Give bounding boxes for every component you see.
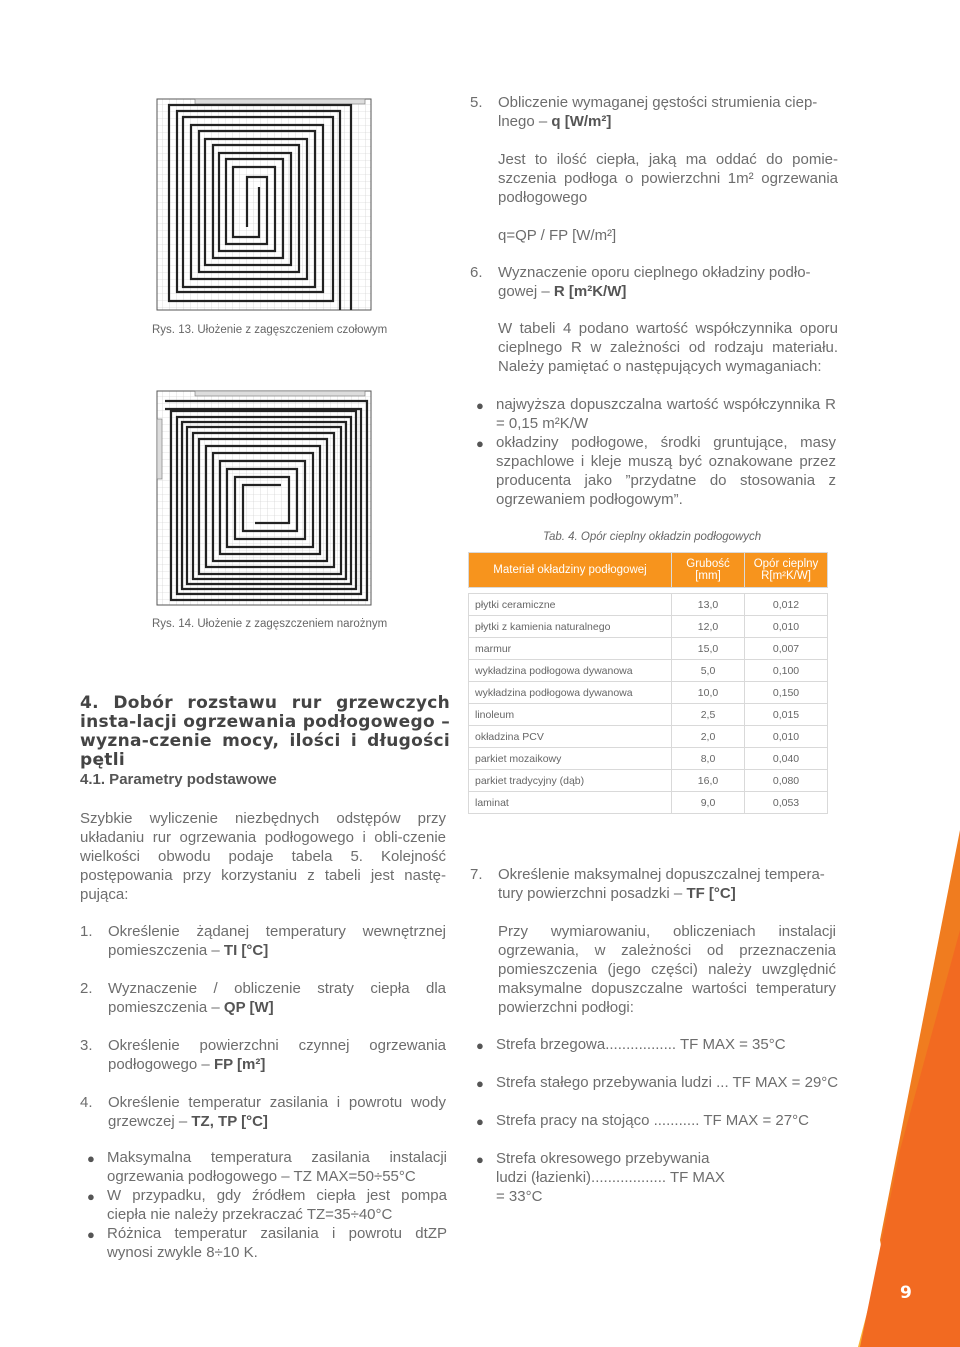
figure-13-caption: Rys. 13. Ułożenie z zagęszczeniem czołowym xyxy=(152,324,388,336)
item-7-number: 7. xyxy=(470,866,483,883)
item-7-title-bold: TF [°C] xyxy=(686,885,736,902)
list-item: ● Maksymalna temperatura zasilania instalacji ogrzewania podłogowego – TZ MAX=50÷55°C xyxy=(87,1149,447,1185)
list-item: ● Strefa pracy na stojąco ........... TF MAX = 27°C xyxy=(476,1112,809,1129)
item-7-body: Przy wymiarowaniu, obliczeniach instalacji ogrzewania, w zależności od przeznaczenia pomieszczenia (jego części) należy uwzględnić maksymalne dopuszczalne wartości temperatury powierzchni podłogi: xyxy=(498,923,836,1016)
section-title: 4. Dobór rozstawu rur grzewczych insta-lacji ogrzewania podłogowego – wyzna-czenie mocy, ilości i długości pętli xyxy=(80,693,450,770)
figure-14-caption: Rys. 14. Ułożenie z zagęszczeniem narożnym xyxy=(152,618,388,630)
list-item: 2. Wyznaczenie / obliczenie straty ciepła dla pomieszczenia – QP [W] xyxy=(80,980,446,1016)
figure-14-pipe-layout xyxy=(155,389,373,607)
table-row: wykładzina podłogowa dywanowa 10,0 0,150 xyxy=(469,682,828,704)
item-6-title: Wyznaczenie oporu cieplnego okładziny podło-gowej – xyxy=(498,264,811,300)
table-row: linoleum 2,5 0,015 xyxy=(469,704,828,726)
table-row: okładzina PCV 2,0 0,010 xyxy=(469,726,828,748)
bullet-icon: ● xyxy=(476,1076,484,1091)
temperature-zones-list xyxy=(476,1035,841,1206)
item-5-body: Jest to ilość ciepła, jaką ma oddać do pomie-szczenia podłoga o powierzchni 1m² ogrzewania podłogowego xyxy=(498,151,838,206)
item-5-formula: q=QP / FP [W/m²] xyxy=(498,227,617,244)
bullet-icon: ● xyxy=(87,1151,95,1166)
table-row: płytki ceramiczne 13,0 0,012 xyxy=(469,594,828,616)
bullet-icon: ● xyxy=(476,1038,484,1053)
list-item: ● W przypadku, gdy źródłem ciepła jest pompa ciepła nie należy przekraczać TZ=35÷40°C xyxy=(87,1187,447,1223)
table-row: parkiet tradycyjny (dąb) 16,0 0,080 xyxy=(469,770,828,792)
item-7 xyxy=(470,865,840,903)
requirements-list xyxy=(476,395,836,509)
list-item: ● okładziny podłogowe, środki gruntujące, masy szpachlowe i kleje muszą być oznakowane przez producenta jako ”przydatne do stosowania z ogrzewaniem podłogowym”. xyxy=(476,434,836,508)
list-item: 1. Określenie żądanej temperatury wewnętrznej pomieszczenia – TI [°C] xyxy=(80,923,446,959)
list-item: ● Strefa stałego przebywania ludzi ... TF MAX = 29°C xyxy=(476,1074,839,1091)
list-item: ● Różnica temperatur zasilania i powrotu dtZP wynosi zwykle 8÷10 K. xyxy=(87,1225,447,1261)
thermal-resistance-table xyxy=(468,552,828,814)
item-7-title: Określenie maksymalnej dopuszczalnej tempera-tury powierzchni posadzki – xyxy=(498,866,825,902)
table-caption: Tab. 4. Opór cieplny okładzin podłogowych xyxy=(543,531,762,543)
table-row: płytki z kamienia naturalnego 12,0 0,010 xyxy=(469,616,828,638)
list-item: ● najwyższa dopuszczalna wartość współczynnika R = 0,15 m²K/W xyxy=(476,396,836,432)
table-header-row xyxy=(469,553,828,588)
table-row: laminat 9,0 0,053 xyxy=(469,792,828,814)
item-6-number: 6. xyxy=(470,264,483,281)
list-item: 4. Określenie temperatur zasilania i powrotu wody grzewczej – TZ, TP [°C] xyxy=(80,1094,446,1130)
item-6-title-bold: R [m²K/W] xyxy=(553,283,627,300)
item-5 xyxy=(470,93,840,131)
table-header: Materiał okładziny podłogowej xyxy=(469,553,672,588)
item-5-title: Obliczenie wymaganej gęstości strumienia ciep-lnego – xyxy=(498,94,818,130)
item-5-title-bold: q [W/m²] xyxy=(551,113,612,130)
list-item: ● Strefa okresowego przebywania ludzi (łazienki).................. TF MAX = 33°C xyxy=(476,1150,725,1205)
table-row: parkiet mozaikowy 8,0 0,040 xyxy=(469,748,828,770)
bullet-icon: ● xyxy=(476,436,484,451)
bullet-icon: ● xyxy=(87,1227,95,1242)
bullet-icon: ● xyxy=(476,1152,484,1167)
steps-list xyxy=(80,922,446,1150)
list-item: ● Strefa brzegowa................. TF MAX = 35°C xyxy=(476,1036,786,1053)
list-item: 3. Określenie powierzchni czynnej ogrzewania podłogowego – FP [m²] xyxy=(80,1037,446,1073)
bullet-icon: ● xyxy=(476,398,484,413)
intro-paragraph: Szybkie wyliczenie niezbędnych odstępów przy układaniu rur ogrzewania podłogowego i obli-czenie wielkości obwodu podaje tabela 5. Kolejność postępowania przy korzystaniu z tabeli jest nastę-pująca: xyxy=(80,810,446,903)
table-header: Grubość [mm] xyxy=(672,553,745,588)
item-6-body: W tabeli 4 podano wartość współczynnika oporu cieplnego R w zależności od rodzaju materiału. Należy pamiętać o następujących wymaganiach: xyxy=(498,320,838,375)
table-row: marmur 15,0 0,007 xyxy=(469,638,828,660)
item-5-number: 5. xyxy=(470,94,483,111)
subsection-title: 4.1. Parametry podstawowe xyxy=(80,771,277,788)
item-6 xyxy=(470,263,840,301)
bullet-icon: ● xyxy=(476,1114,484,1129)
figure-13-pipe-layout xyxy=(155,97,373,312)
bullet-icon: ● xyxy=(87,1189,95,1204)
page-number: 9 xyxy=(900,1283,912,1303)
temperature-bullets xyxy=(87,1148,447,1262)
table-row: wykładzina podłogowa dywanowa 5,0 0,100 xyxy=(469,660,828,682)
table-header: Opór cieplny R[m²K/W] xyxy=(745,553,828,588)
